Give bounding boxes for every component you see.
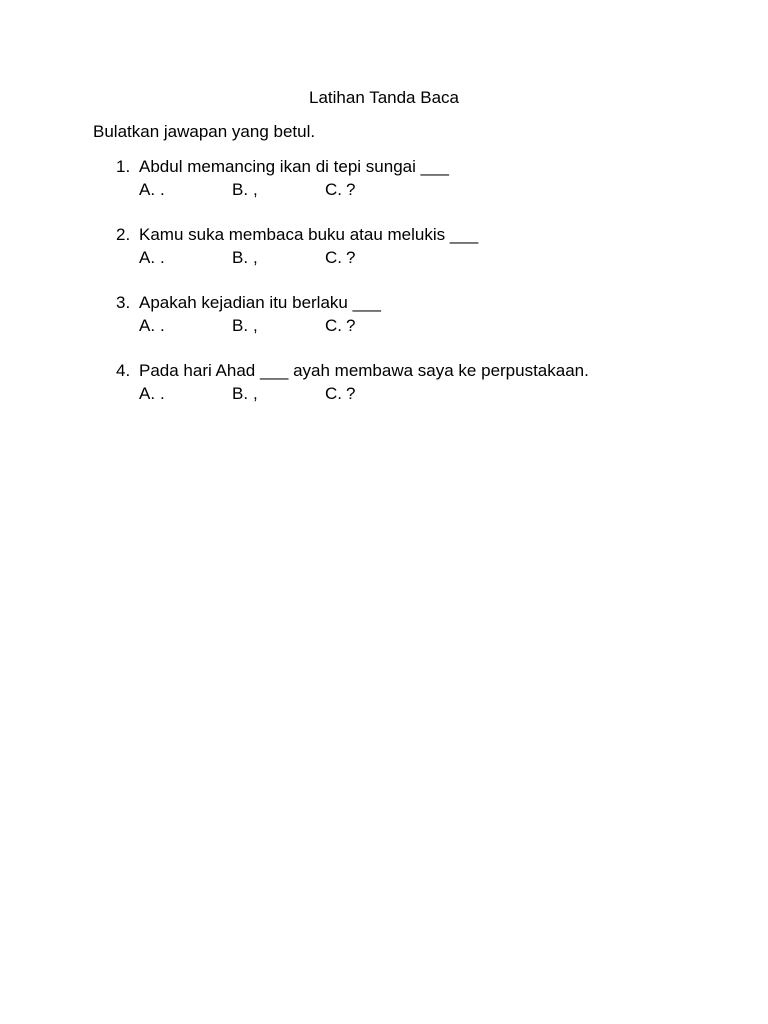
question-item	[116, 224, 736, 292]
option-letter: A.	[139, 316, 156, 335]
option-value: .	[160, 248, 165, 267]
option-value: ,	[253, 180, 258, 199]
option-value: ?	[346, 316, 356, 335]
option-a	[139, 179, 165, 201]
option-letter: C.	[325, 384, 342, 403]
answer-options	[139, 383, 539, 405]
option-letter: C.	[325, 316, 342, 335]
option-letter: B.	[232, 316, 249, 335]
option-value: .	[160, 180, 165, 199]
answer-options	[139, 179, 539, 201]
option-letter: B.	[232, 248, 249, 267]
option-a	[139, 383, 165, 405]
instruction-text: Bulatkan jawapan yang betul.	[93, 122, 316, 141]
option-value: ,	[253, 384, 258, 403]
question-text: Abdul memancing ikan di tepi sungai ___	[139, 157, 449, 176]
option-value: ,	[253, 248, 258, 267]
page-title: Latihan Tanda Baca	[309, 88, 459, 107]
option-letter: A.	[139, 384, 156, 403]
option-value: ,	[253, 316, 258, 335]
option-letter: C.	[325, 180, 342, 199]
option-b	[232, 247, 258, 269]
option-c	[325, 247, 355, 269]
option-letter: A.	[139, 248, 156, 267]
question-list	[116, 156, 736, 428]
option-value: ?	[346, 248, 356, 267]
question-text: Pada hari Ahad ___ ayah membawa saya ke perpustakaan.	[139, 361, 589, 380]
answer-options	[139, 315, 539, 337]
option-c	[325, 179, 355, 201]
option-b	[232, 315, 258, 337]
question-item	[116, 360, 736, 428]
question-text: Apakah kejadian itu berlaku ___	[139, 293, 381, 312]
question-number: 1.	[116, 157, 131, 176]
answer-options	[139, 247, 539, 269]
option-letter: A.	[139, 180, 156, 199]
question-item	[116, 156, 736, 224]
option-a	[139, 315, 165, 337]
option-value: ?	[346, 180, 356, 199]
option-a	[139, 247, 165, 269]
question-item	[116, 292, 736, 360]
question-number: 4.	[116, 361, 131, 380]
option-b	[232, 383, 258, 405]
question-number: 2.	[116, 225, 131, 244]
option-value: ?	[346, 384, 356, 403]
option-c	[325, 383, 355, 405]
option-c	[325, 315, 355, 337]
question-number: 3.	[116, 293, 131, 312]
question-text: Kamu suka membaca buku atau melukis ___	[139, 225, 479, 244]
option-value: .	[160, 384, 165, 403]
option-value: .	[160, 316, 165, 335]
option-letter: B.	[232, 384, 249, 403]
option-b	[232, 179, 258, 201]
option-letter: B.	[232, 180, 249, 199]
option-letter: C.	[325, 248, 342, 267]
